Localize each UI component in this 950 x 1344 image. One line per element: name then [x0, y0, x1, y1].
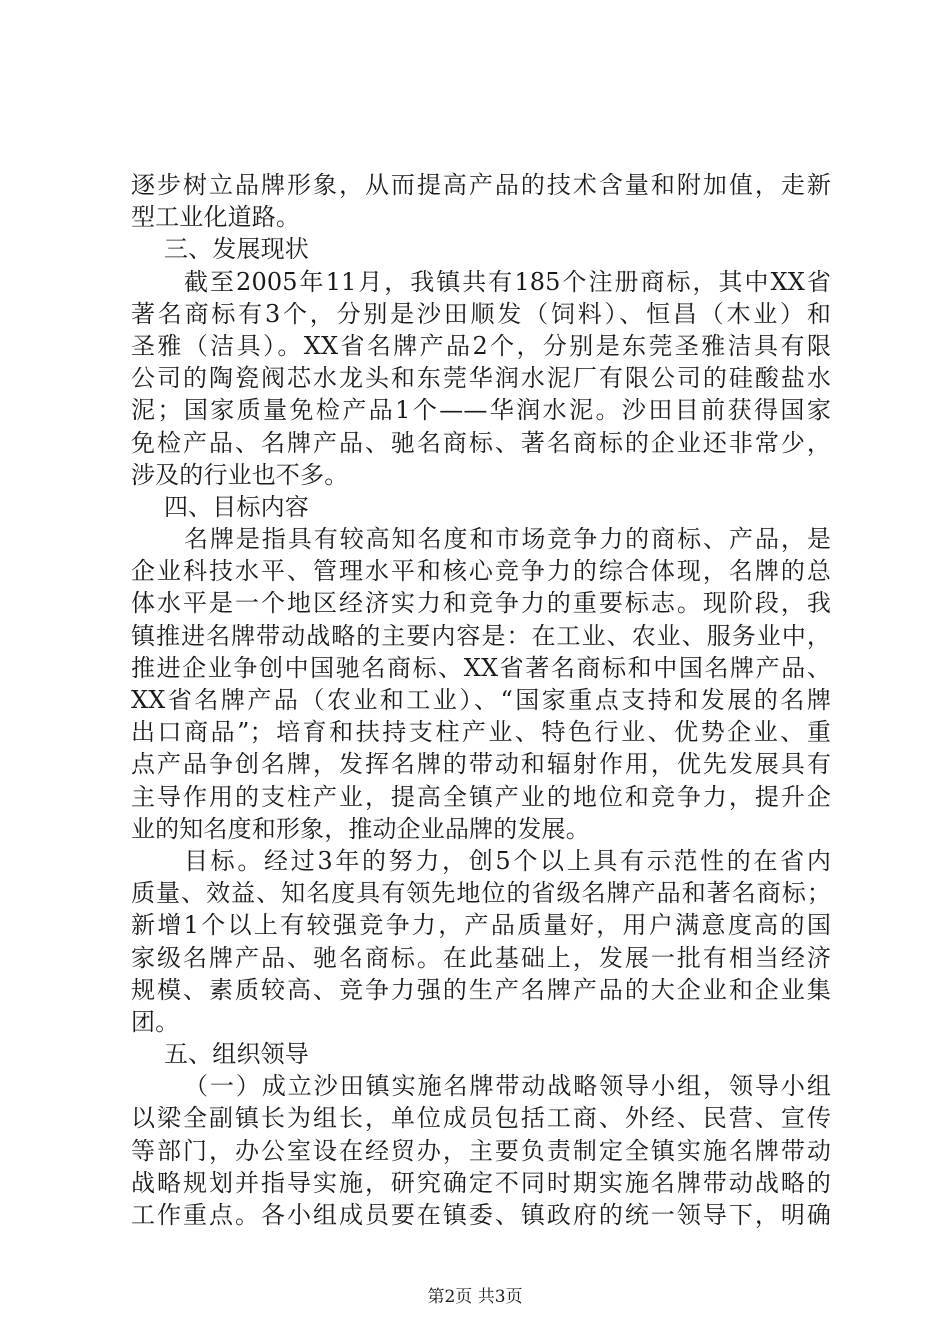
text-line: 等部门，办公室设在经贸办，主要负责制定全镇实施名牌带动: [131, 1136, 831, 1165]
text-line: 以梁全副镇长为组长，单位成员包括工商、外经、民营、宣传: [131, 1104, 831, 1133]
text-line: 团。: [131, 1007, 180, 1036]
text-line: XX省名牌产品（农业和工业）、“国家重点支持和发展的名牌: [131, 686, 831, 714]
text-line: 家级名牌产品、驰名商标。在此基础上，发展一批有相当经济: [131, 943, 831, 972]
text-line: 涉及的行业也不多。: [131, 460, 349, 489]
text-line: 圣雅（洁具）。XX省名牌产品2个，分别是东莞圣雅洁具有限: [131, 331, 831, 360]
text-line: 目标。经过3年的努力，创5个以上具有示范性的在省内: [184, 846, 831, 875]
text-line: 泥；国家质量免检产品1个——华润水泥。沙田目前获得国家: [131, 396, 831, 425]
text-line: 工作重点。各小组成员要在镇委、镇政府的统一领导下，明确: [131, 1201, 831, 1229]
text-line: 推进企业争创中国驰名商标、XX省著名商标和中国名牌产品、: [131, 653, 831, 682]
text-line: 战略规划并指导实施，研究确定不同时期实施名牌带动战略的: [131, 1168, 831, 1197]
text-line: 逐步树立品牌形象，从而提高产品的技术含量和附加值，走新: [131, 171, 831, 199]
text-line: 公司的陶瓷阀芯水龙头和东莞华润水泥厂有限公司的硅酸盐水: [131, 364, 831, 393]
text-line: 截至2005年11月，我镇共有185个注册商标，其中XX省: [184, 267, 831, 296]
section-heading: 三、发展现状: [164, 235, 309, 264]
text-line: （一）成立沙田镇实施名牌带动战略领导小组，领导小组: [184, 1072, 831, 1101]
text-line: 企业科技水平、管理水平和核心竞争力的综合体现，名牌的总: [131, 557, 831, 586]
text-line: 免检产品、名牌产品、驰名商标、著名商标的企业还非常少，: [131, 428, 831, 457]
section-heading: 四、目标内容: [164, 492, 309, 521]
text-line: 质量、效益、知名度具有领先地位的省级名牌产品和著名商标；: [131, 879, 831, 908]
text-line: 主导作用的支柱产业，提高全镇产业的地位和竞争力，提升企: [131, 782, 831, 811]
text-line: 名牌是指具有较高知名度和市场竞争力的商标、产品，是: [184, 525, 831, 554]
text-line: 著名商标有3个，分别是沙田顺发（饲料）、恒昌（木业）和: [131, 299, 831, 328]
section-heading: 五、组织领导: [164, 1040, 309, 1069]
text-line: 规模、素质较高、竞争力强的生产名牌产品的大企业和企业集: [131, 975, 831, 1004]
text-line: 出口商品”；培育和扶持支柱产业、特色行业、优势企业、重: [131, 718, 831, 747]
text-line: 新增1个以上有较强竞争力，产品质量好，用户满意度高的国: [131, 911, 831, 940]
document-body: [131, 169, 831, 1231]
text-line: 型工业化道路。: [131, 203, 301, 232]
text-line: 体水平是一个地区经济实力和竞争力的重要标志。现阶段，我: [131, 589, 831, 618]
page-footer: 第2页 共3页: [427, 1287, 523, 1307]
text-line: 点产品争创名牌，发挥名牌的带动和辐射作用，优先发展具有: [131, 750, 831, 779]
text-line: 业的知名度和形象，推动企业品牌的发展。: [131, 814, 590, 843]
text-line: 镇推进名牌带动战略的主要内容是：在工业、农业、服务业中，: [131, 621, 831, 650]
